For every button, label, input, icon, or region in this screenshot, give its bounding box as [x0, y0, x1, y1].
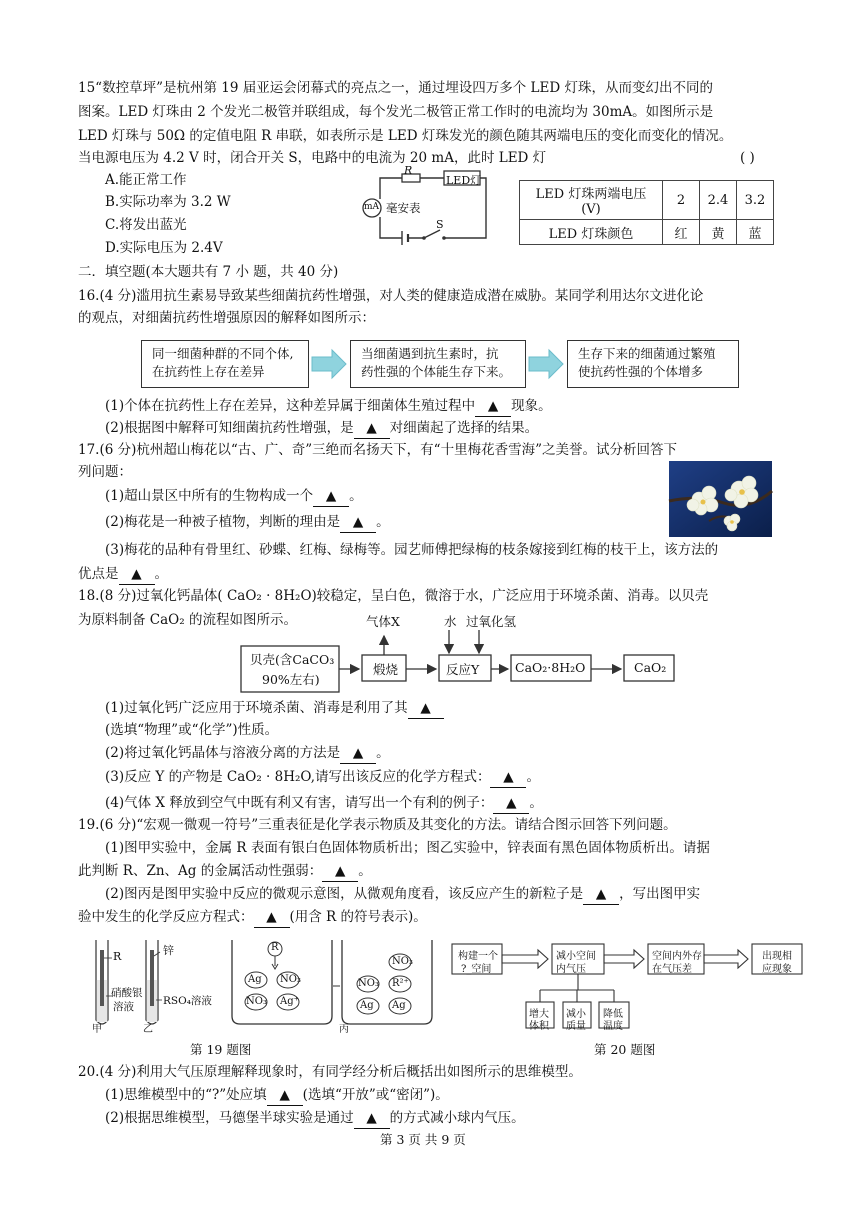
tube1-solution-label-2: 溶液: [113, 1001, 134, 1013]
q15-line-3: LED 灯珠与 50Ω 的定值电阻 R 串联，如表所示是 LED 灯珠发光的颜色随其两端电压的变化而变化的情况。: [78, 128, 733, 144]
milliammeter-label: 毫安表: [386, 201, 421, 215]
question-text: 此判断 R、Zn、Ag 的金属活动性强弱：: [78, 863, 323, 879]
cao2-label: CaO₂: [634, 660, 667, 675]
question-text: 优点是: [78, 566, 119, 582]
q18-line-1: 18.(8 分)过氧化钙晶体( CaO₂ · 8H₂O)较稳定，呈白色，微溶于水，广泛应用于环境杀菌、消毒。以贝壳: [78, 588, 709, 604]
q16-sub-1: [105, 396, 552, 417]
table-cell: 3.2: [737, 181, 774, 220]
answer-blank[interactable]: ▲: [254, 907, 290, 928]
flow-text: 在抗药性上存在差异: [152, 364, 265, 379]
model-box-3-line-2: 在气压差: [652, 964, 692, 975]
plum-blossom-photo: [669, 461, 772, 537]
question-text: (2)梅花是一种被子植物，判断的理由是: [105, 514, 341, 530]
answer-blank[interactable]: ▲: [313, 486, 349, 507]
question-text: 。: [358, 863, 372, 879]
tube1-solution-label-1: 硝酸银: [111, 987, 143, 999]
q20-thinking-model: [452, 944, 808, 1034]
answer-blank[interactable]: ▲: [340, 743, 376, 764]
switch-label: S: [436, 218, 444, 231]
q16-flow-box-3: [567, 340, 739, 388]
model-box-3-line-1: 空间内外存: [652, 951, 702, 962]
crystal-label: CaO₂·8H₂O: [515, 660, 586, 675]
table-row-header-voltage: LED 灯珠两端电压(V): [520, 181, 663, 220]
tube1-caption: 甲: [92, 1024, 102, 1035]
question-text: 对细菌起了选择的结果。: [389, 420, 539, 436]
answer-blank[interactable]: ▲: [322, 861, 358, 882]
q18-line-2: 为原料制备 CaO₂ 的流程如图所示。: [78, 612, 297, 628]
question-text: 。: [154, 566, 168, 582]
q19-line-3: [78, 861, 372, 882]
question-text: 。: [376, 514, 390, 530]
answer-blank[interactable]: ▲: [340, 512, 376, 533]
question-text: (1)超山景区中所有的生物构成一个: [105, 488, 314, 504]
answer-blank[interactable]: ▲: [354, 418, 390, 439]
q15-option-a: A.能正常工作: [105, 172, 187, 188]
model-box-1-line-2: ?_空间: [461, 964, 492, 975]
table-cell: 2: [663, 181, 700, 220]
particle-label: Ag: [248, 974, 262, 985]
model-sub-2-line-1: 减小: [566, 1009, 586, 1020]
q17-line-2: 列问题：: [78, 464, 132, 480]
q17-sub-3-line-2: [78, 564, 168, 585]
question-text: (2)根据思维模型，马德堡半球实验是通过: [105, 1110, 354, 1126]
model-sub-1-line-2: 体积: [529, 1021, 549, 1032]
q15-line-2: 图案。LED 灯珠由 2 个发光二极管并联组成，每个发光二极管正常工作时的电流均为 30mA。如图所示是: [78, 104, 714, 120]
switch: [424, 230, 440, 238]
zinc-strip: [150, 950, 154, 1006]
question-text: (2)根据图中解释可知细菌抗药性增强，是: [105, 420, 354, 436]
question-text: (2)将过氧化钙晶体与溶液分离的方法是: [105, 745, 341, 761]
model-box-4-line-1: 出现相: [762, 951, 792, 962]
question-text: 验中发生的化学反应方程式：: [78, 909, 254, 925]
question-text: (用含 R 的符号表示)。: [289, 909, 427, 925]
particle-label: Ag: [360, 1000, 374, 1011]
water-label: 水: [444, 614, 457, 629]
question-text: 。: [349, 488, 363, 504]
answer-blank[interactable]: ▲: [583, 884, 619, 905]
answer-blank[interactable]: ▲: [267, 1085, 303, 1106]
calcine-label: 煅烧: [373, 662, 399, 677]
particle-label: Ag: [392, 1000, 406, 1011]
q19-line-5: [78, 907, 427, 928]
table-cell: 蓝: [737, 220, 774, 245]
q16-flow-arrow-1: [312, 350, 348, 378]
question-text: (1)个体在抗药性上存在差异，这种差异属于细菌体生殖过程中: [105, 398, 476, 414]
q17-sub-2: [105, 512, 390, 533]
q19-test-tubes: [88, 940, 218, 1032]
q16-flow-box-1: [141, 340, 309, 388]
page-footer: 第 3 页 共 9 页: [380, 1132, 466, 1147]
q16-flow-arrow-2: [529, 350, 565, 378]
q19-line-4: [105, 884, 700, 905]
question-text: 。: [529, 795, 543, 811]
question-text: (选填“开放”或“密闭”)。: [302, 1087, 449, 1103]
question-text: (1)过氧化钙广泛应用于环境杀菌、消毒是利用了其: [105, 700, 408, 716]
particle-label: NO₃: [358, 978, 379, 989]
q18-sub-1: [105, 698, 444, 719]
q15-answer-paren: ( ): [740, 150, 755, 166]
q15-option-c: C.将发出蓝光: [105, 217, 187, 233]
q18-sub-4: [105, 793, 543, 814]
model-sub-3-line-1: 降低: [603, 1009, 623, 1020]
reaction-y-label: 反应Y: [446, 662, 480, 677]
table-row-header-color: LED 灯珠颜色: [520, 220, 663, 245]
model-sub-3-line-2: 温度: [603, 1021, 623, 1032]
question-text: 。: [526, 769, 540, 785]
table-cell: 红: [663, 220, 700, 245]
flow-text: 使抗药性强的个体增多: [578, 364, 704, 379]
answer-blank[interactable]: ▲: [475, 396, 511, 417]
tube1-metal-label: R: [113, 950, 122, 963]
q15-option-b: B.实际功率为 3.2 W: [105, 194, 231, 210]
particle-label: NO₃: [392, 956, 413, 967]
question-text: ，写出图甲实: [619, 886, 701, 902]
raw-material-label-2: 90%左右): [262, 672, 320, 687]
beaker-caption: 丙: [339, 1024, 349, 1035]
milliammeter-symbol: mA: [364, 202, 380, 212]
table-cell: 2.4: [700, 181, 737, 220]
section-heading: 二．填空题(本大题共有 7 小 题，共 40 分): [78, 264, 339, 280]
led-color-table: [519, 180, 774, 245]
q17-sub-1: [105, 486, 363, 507]
gas-x-label: 气体X: [366, 614, 400, 629]
particle-r-label: R: [271, 942, 279, 953]
model-box-2-line-1: 减小空间: [556, 951, 596, 962]
table-cell: 黄: [700, 220, 737, 245]
question-text: 现象。: [511, 398, 552, 414]
q16-line-2: 的观点，对细菌抗药性增强原因的解释如图所示：: [78, 310, 375, 326]
q18-sub-2: [105, 743, 390, 764]
q18-sub-3: [105, 767, 540, 788]
led-lamp-label: LED灯: [446, 174, 482, 187]
particle-label: NO₃: [280, 974, 301, 985]
q20-sub-2: [105, 1108, 525, 1129]
particle-label: R²⁺: [392, 978, 409, 989]
q16-sub-2: [105, 418, 538, 439]
q18-sub-1-line-2: (选填“物理”或“化学”)性质。: [105, 722, 279, 738]
q20-sub-1: [105, 1085, 449, 1106]
model-sub-2-line-2: 质量: [566, 1021, 586, 1032]
answer-blank[interactable]: ▲: [408, 698, 444, 719]
h2o2-label: 过氧化氢: [466, 614, 517, 629]
answer-blank[interactable]: ▲: [490, 767, 526, 788]
q20-line-1: 20.(4 分)利用大气压原理解释现象时，有同学经分析后概括出如图所示的思维模型。: [78, 1064, 582, 1080]
q15-line-4: 当电源电压为 4.2 V 时，闭合开关 S，电路中的电流为 20 mA，此时 LED 灯: [78, 150, 547, 166]
question-text: (1)思维模型中的“?”处应填: [105, 1087, 267, 1103]
q19-line-2: (1)图甲实验中，金属 R 表面有银白色固体物质析出；图乙实验中，锌表面有黑色固体物质析出。请据: [105, 840, 710, 856]
flow-text: 当细菌遇到抗生素时，抗: [361, 346, 499, 361]
model-box-2-line-2: 内气压: [556, 964, 586, 975]
q19-line-1: 19.(6 分)“宏观一微观一符号”三重表征是化学表示物质及其变化的方法。请结合图示回答下列问题。: [78, 817, 677, 833]
flow-text: 生存下来的细菌通过繁殖: [578, 346, 716, 361]
tube2-solution-label: RSO₄溶液: [163, 995, 212, 1007]
q19-figure-caption: 第 19 题图: [190, 1042, 252, 1057]
model-sub-1-line-1: 增大: [529, 1009, 549, 1020]
particle-label: NO₃: [246, 996, 267, 1007]
flow-text: 药性强的个体能生存下来。: [361, 364, 512, 379]
q15-option-d: D.实际电压为 2.4V: [105, 240, 223, 256]
tube2-metal-label: 锌: [163, 944, 174, 957]
q20-figure-caption: 第 20 题图: [594, 1042, 656, 1057]
q17-line-1: 17.(6 分)杭州超山梅花以“古、广、奇”三绝而名扬天下，有“十里梅花香雪海”之美誉。试分析回答下: [78, 442, 677, 458]
answer-blank[interactable]: ▲: [119, 564, 155, 585]
answer-blank[interactable]: ▲: [493, 793, 529, 814]
q15-line-1: 15“数控草坪”是杭州第 19 届亚运会闭幕式的亮点之一，通过埋设四万多个 LED 灯珠，从而变幻出不同的: [78, 80, 713, 96]
metal-r-strip: [100, 950, 104, 1006]
model-box-4-line-2: 应现象: [762, 964, 792, 975]
particle-label: Ag⁺: [280, 996, 299, 1007]
question-text: 。: [376, 745, 390, 761]
beaker-after: [342, 940, 432, 1024]
question-text: (2)图丙是图甲实验中反应的微观示意图，从微观角度看，该反应产生的新粒子是: [105, 886, 584, 902]
question-text: (4)气体 X 释放到空气中既有利又有害，请写出一个有利的例子：: [105, 795, 494, 811]
question-text: (3)反应 Y 的产物是 CaO₂ · 8H₂O,请写出该反应的化学方程式：: [105, 769, 491, 785]
tube2-caption: 乙: [143, 1024, 153, 1035]
resistor-label: R: [404, 164, 413, 177]
raw-material-label-1: 贝壳(含CaCO₃: [250, 652, 335, 667]
q17-sub-3-line-1: (3)梅花的品种有骨里红、砂蝶、红梅、绿梅等。园艺师傅把绿梅的枝条嫁接到红梅的枝干上，该方法的: [105, 542, 719, 558]
model-box-1-line-1: 构建一个: [458, 951, 498, 962]
answer-blank[interactable]: ▲: [354, 1108, 390, 1129]
question-text: 的方式减小球内气压。: [389, 1110, 525, 1126]
q16-flow-box-2: [350, 340, 526, 388]
q16-line-1: 16.(4 分)滥用抗生素易导致某些细菌抗药性增强，对人类的健康造成潜在威胁。某同学利用达尔文进化论: [78, 288, 704, 304]
flow-text: 同一细菌种群的不同个体,: [152, 346, 294, 361]
